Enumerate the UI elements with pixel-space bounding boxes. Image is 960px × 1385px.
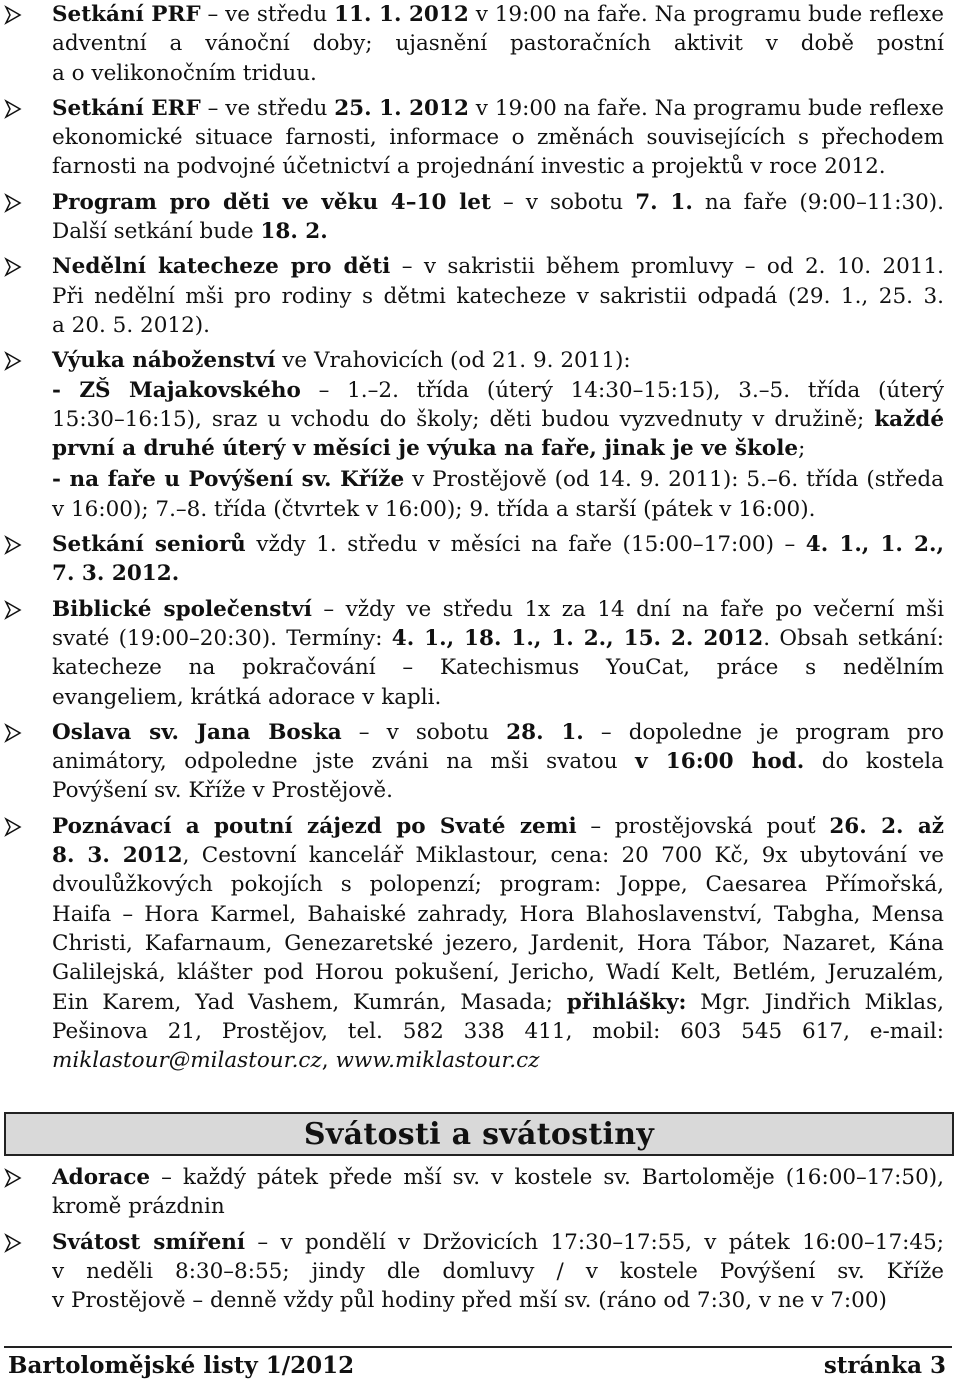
text-span: – v sobotu [341, 719, 507, 745]
text-line [52, 653, 944, 682]
sacraments-list [0, 1163, 960, 1315]
text-line [52, 434, 944, 463]
link-text[interactable]: miklastour@milastour.cz [52, 1048, 322, 1074]
bold-text: 18. 2. [260, 219, 328, 245]
text-line [52, 900, 944, 929]
list-item [0, 812, 944, 1076]
text-span: – v sobotu [490, 189, 636, 215]
text-span: katecheze na pokračování – Katechismus YouCat, práce s nedělním [52, 655, 944, 681]
bullet-arrow-icon [4, 350, 22, 372]
sub-list-item [0, 465, 944, 524]
text-span: Další setkání bude [52, 219, 261, 245]
text-span: a o velikonočním triduu. [52, 60, 317, 86]
text-line [52, 530, 944, 559]
text-line [52, 346, 944, 375]
text-line [52, 559, 944, 588]
text-span: dvoulůžkových pokojích s polopenzí; program: Joppe, Caesarea Přímořská, [52, 872, 944, 898]
text-span: 15:30–16:15), sraz u vchodu do školy; děti budou vyzvednuty v družině; [52, 406, 875, 432]
text-line [52, 29, 944, 58]
text-span: – dopoledne je program pro [583, 719, 944, 745]
list-item [0, 530, 944, 589]
bullet-arrow-icon [4, 816, 22, 838]
bold-text: 7. 3. 2012. [52, 561, 180, 587]
text-line [52, 929, 944, 958]
text-span: Galilejská, klášter pod Horou pokušení, Jericho, Wadí Kelt, Betlém, Jeruzalém, [52, 960, 944, 986]
bold-text: první a druhé úterý v měsíci je výuka na faře, jinak je ve škole [52, 436, 799, 462]
list-item [0, 252, 944, 340]
bold-text: Setkání PRF [52, 2, 201, 27]
bold-text: Oslava sv. Jana Boska [52, 719, 342, 745]
text-span: evangeliem, krátká adorace v kapli. [52, 684, 442, 710]
bold-text: 4. 1., 1. 2., [805, 532, 944, 558]
bullet-arrow-icon [4, 4, 22, 26]
text-line [52, 282, 944, 311]
text-line [52, 1046, 944, 1075]
text-span: v 19:00 na faře. Na programu bude reflexe [468, 2, 944, 27]
text-line [52, 595, 944, 624]
text-span: na faře (9:00–11:30). [692, 189, 944, 215]
text-line [52, 1163, 944, 1192]
text-line [52, 94, 944, 123]
text-span: vždy 1. středu v měsíci na faře (15:00–17:00) – [245, 532, 806, 558]
text-line [52, 217, 944, 246]
text-span: – vždy ve středu 1x za 14 dní na faře po večerní mši [311, 596, 944, 622]
bold-text: - ZŠ Majakovského [52, 377, 301, 403]
text-span: Christi, Kafarnaum, Genezaretské jezero, Jardenit, Hora Tábor, Nazaret, Kána [52, 930, 944, 956]
list-item [0, 718, 944, 806]
text-line [52, 1228, 944, 1257]
text-span: ekonomické situace farnosti, informace o změnách souvisejících s přechodem [52, 125, 944, 151]
bold-text: přihlášky: [566, 989, 687, 1015]
text-line [52, 1257, 944, 1286]
bullet-arrow-icon [4, 98, 22, 120]
bold-text: 4. 1., 18. 1., 1. 2., 15. 2. 2012 [391, 625, 764, 651]
text-line [52, 152, 944, 181]
text-line [52, 958, 944, 987]
text-span: – v pondělí v Držovicích 17:30–17:55, v pátek 16:00–17:45; [245, 1229, 944, 1255]
text-span: v neděli 8:30–8:55; jindy dle domluvy / v kostele Povýšení sv. Kříže [52, 1258, 944, 1284]
bold-text: Výuka náboženství [52, 348, 276, 374]
text-span: a 20. 5. 2012). [52, 312, 210, 338]
footer-divider [4, 1346, 952, 1348]
text-line [52, 405, 944, 434]
section-heading-box [4, 1112, 954, 1156]
bullet-arrow-icon [4, 1232, 22, 1254]
text-span: – ve středu [200, 95, 335, 121]
text-line [52, 0, 944, 29]
text-span: v 19:00 na faře. Na programu bude reflexe [468, 95, 944, 121]
bold-text: 11. 1. 2012 [334, 2, 469, 27]
bold-text: 7. 1. [635, 189, 693, 215]
footer [8, 1352, 946, 1379]
bullet-arrow-icon [4, 1167, 22, 1189]
bold-text: Setkání ERF [52, 95, 201, 121]
list-item [0, 1163, 944, 1222]
text-span: svaté (19:00–20:30). Termíny: [52, 625, 392, 651]
list-item [0, 1228, 944, 1316]
footer-publication: Bartolomějské listy 1/2012 [8, 1352, 355, 1379]
text-line [52, 123, 944, 152]
bold-text: každé [874, 406, 944, 432]
text-span: – každý pátek přede mší sv. v kostele sv. Bartoloměje (16:00–17:50), [150, 1165, 944, 1190]
text-span: – v sakristii během promluvy – od 2. 10. 2011. [390, 254, 944, 280]
text-line [52, 1286, 944, 1315]
text-line [52, 841, 944, 870]
text-line [52, 465, 944, 494]
list-item [0, 188, 944, 247]
bold-text: Biblické společenství [52, 596, 312, 622]
bold-text: Nedělní katecheze pro děti [52, 254, 391, 280]
bold-text: Svátost smíření [52, 1229, 246, 1255]
text-span: kromě prázdnin [52, 1194, 225, 1220]
bullet-arrow-icon [4, 534, 22, 556]
text-line [52, 683, 944, 712]
text-span: ve Vrahovicích (od 21. 9. 2011): [275, 348, 631, 374]
text-line [52, 252, 944, 281]
text-line [52, 776, 944, 805]
bullet-arrow-icon [4, 599, 22, 621]
text-span: Ein Karem, Yad Vashem, Kumrán, Masada; [52, 989, 567, 1015]
text-line [52, 718, 944, 747]
list-item [0, 595, 944, 712]
text-span: adventní a vánoční doby; ujasnění pastoračních aktivit v době postní [52, 31, 944, 57]
text-span: – 1.–2. třída (úterý 14:30–15:15), 3.–5. třída (úterý [300, 377, 944, 403]
link-text[interactable]: www.miklastour.cz [335, 1048, 540, 1074]
text-line [52, 624, 944, 653]
list-item [0, 94, 944, 182]
text-span: , [321, 1048, 336, 1074]
text-span: v 16:00); 7.–8. třída (čtvrtek v 16:00); 9. třída a starší (pátek v 16:00). [52, 496, 816, 522]
bullet-arrow-icon [4, 192, 22, 214]
bold-text: Program pro děti ve věku 4–10 let [52, 189, 491, 215]
text-line [52, 1192, 944, 1221]
text-span: farnosti na podvojné účetnictví a projednání investic a projektů v roce 2012. [52, 154, 886, 180]
text-span: Při nedělní mši pro rodiny s dětmi katecheze v sakristii odpadá (29. 1., 25. 3. [52, 283, 944, 309]
bullet-arrow-icon [4, 722, 22, 744]
text-line [52, 812, 944, 841]
text-span: Haifa – Hora Karmel, Bahaiské zahrady, Hora Blahoslavenství, Tabgha, Mensa [52, 901, 944, 927]
bold-text: Adorace [52, 1165, 151, 1190]
bold-text: v 16:00 hod. [635, 749, 805, 775]
text-line [52, 988, 944, 1017]
section-heading: Svátosti a svátostiny [303, 1116, 655, 1152]
text-line [52, 59, 944, 88]
bold-text: Poznávací a poutní zájezd po Svaté zemi [52, 813, 577, 839]
text-span: ; [798, 436, 806, 462]
text-line [52, 495, 944, 524]
text-line [52, 188, 944, 217]
text-span: . Obsah setkání: [763, 625, 944, 651]
text-line [52, 311, 944, 340]
text-line [52, 870, 944, 899]
text-span: v Prostějově – denně vždy půl hodiny před mší sv. (ráno od 7:30, v ne v 7:00) [52, 1288, 887, 1314]
text-span: Pešinova 21, Prostějov, tel. 582 338 411, mobil: 603 545 617, e-mail: [52, 1018, 944, 1044]
text-span: do kostela [804, 749, 944, 775]
bold-text: Setkání seniorů [52, 532, 246, 558]
bullet-arrow-icon [4, 256, 22, 278]
text-line [52, 376, 944, 405]
text-line [52, 747, 944, 776]
text-span: animátory, odpoledne jste zváni na mši svatou [52, 749, 636, 775]
bold-text: 26. 2. až [829, 813, 944, 839]
text-span: v Prostějově (od 14. 9. 2011): 5.–6. třída (středa [404, 467, 944, 493]
text-line [52, 1017, 944, 1046]
sub-list-item [0, 376, 944, 464]
text-span: – prostějovská pouť [576, 813, 830, 839]
bold-text: 8. 3. 2012 [52, 843, 183, 869]
text-span: Povýšení sv. Kříže v Prostějově. [52, 778, 393, 804]
bold-text: - na faře u Povýšení sv. Kříže [52, 467, 405, 493]
list-item [0, 346, 944, 375]
footer-page-number: stránka 3 [823, 1352, 946, 1379]
list-item [0, 0, 944, 88]
bold-text: 25. 1. 2012 [334, 95, 469, 121]
text-span: , Cestovní kancelář Miklastour, cena: 20 700 Kč, 9x ubytování ve [182, 843, 944, 869]
bold-text: 28. 1. [506, 719, 584, 745]
text-span: Mgr. Jindřich Miklas, [686, 989, 944, 1015]
text-span: – ve středu [200, 2, 335, 27]
